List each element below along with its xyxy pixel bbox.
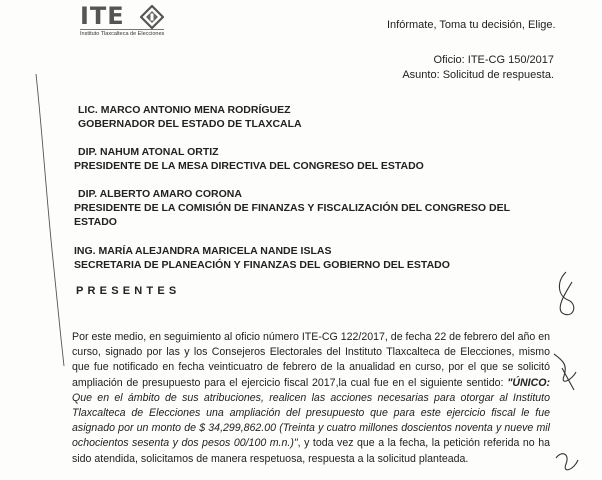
recipient-name: DIP. ALBERTO AMARO CORONA (78, 188, 242, 200)
logo-letters: ITE (80, 2, 125, 30)
signature-initials (548, 268, 584, 478)
recipient-title: PRESIDENTE DE LA MESA DIRECTIVA DEL CONGRESO DEL ESTADO (74, 160, 424, 172)
body-quote: Que en el ámbito de sus atribuciones, realicen las acciones necesarias para otorgar al Instituto Tlaxcalteca de Elecciones una ampliación del presupuesto que para este ejercicio fiscal le fue asignado por un monto de $ 34,299,862.00 (Treinta y cuatro millones doscientos noventa y nueve mil ochocientos sesenta y dos pesos 00/100 m.n.)" (72, 391, 550, 450)
recipient-name: DIP. NAHUM ATONAL ORTIZ (78, 146, 219, 158)
letter-body (72, 330, 550, 467)
asunto-line: Asunto: Solicitud de respuesta. (402, 69, 554, 81)
recipient-name: ING. MARÍA ALEJANDRA MARICELA NANDE ISLAS (74, 245, 332, 257)
slogan: Infórmate, Toma tu decisión, Elige. (387, 19, 556, 31)
margin-pen-stroke (30, 70, 70, 370)
recipient-block (74, 187, 552, 229)
recipient-name: LIC. MARCO ANTONIO MENA RODRÍGUEZ (78, 104, 291, 116)
recipient-block (78, 103, 558, 131)
body-intro: Por este medio, en seguimiento al oficio número ITE-CG 122/2017, de fecha 22 de febrero del año en curso, signado por las y los Consejeros Electorales del Instituto Tlaxcalteca de Elecciones, mismo que fue notificado en fecha veinticuatro de febrero de la anualidad en curso, por el que se solicitó ampliación de presupuesto para el ejercicio fiscal 2017,la cual fue en el siguiente sentido: (72, 331, 550, 389)
greeting: PRESENTES (76, 285, 181, 297)
logo-subtitle: Instituto Tlaxcalteca de Elecciones (80, 31, 165, 37)
ite-logo (80, 2, 172, 36)
body-unico: "ÚNICO: (507, 376, 550, 389)
recipient-block (74, 145, 558, 173)
ballot-box-icon (140, 5, 164, 29)
recipient-title: SECRETARIA DE PLANEACIÓN Y FINANZAS DEL GOBIERNO DEL ESTADO (74, 259, 450, 271)
recipient-title: PRESIDENTE DE LA COMISIÓN DE FINANZAS Y FISCALIZACIÓN DEL CONGRESO DEL ESTADO (74, 202, 510, 228)
body-outro: , y toda vez que a la fecha, la petición referida no ha sido atendida, solicitamos de manera respetuosa, respuesta a la solicitud planteada. (72, 437, 550, 465)
recipient-block (74, 244, 554, 272)
recipient-title: GOBERNADOR DEL ESTADO DE TLAXCALA (78, 118, 302, 130)
reference-block (402, 53, 554, 83)
oficio-number: Oficio: ITE-CG 150/2017 (433, 54, 554, 66)
